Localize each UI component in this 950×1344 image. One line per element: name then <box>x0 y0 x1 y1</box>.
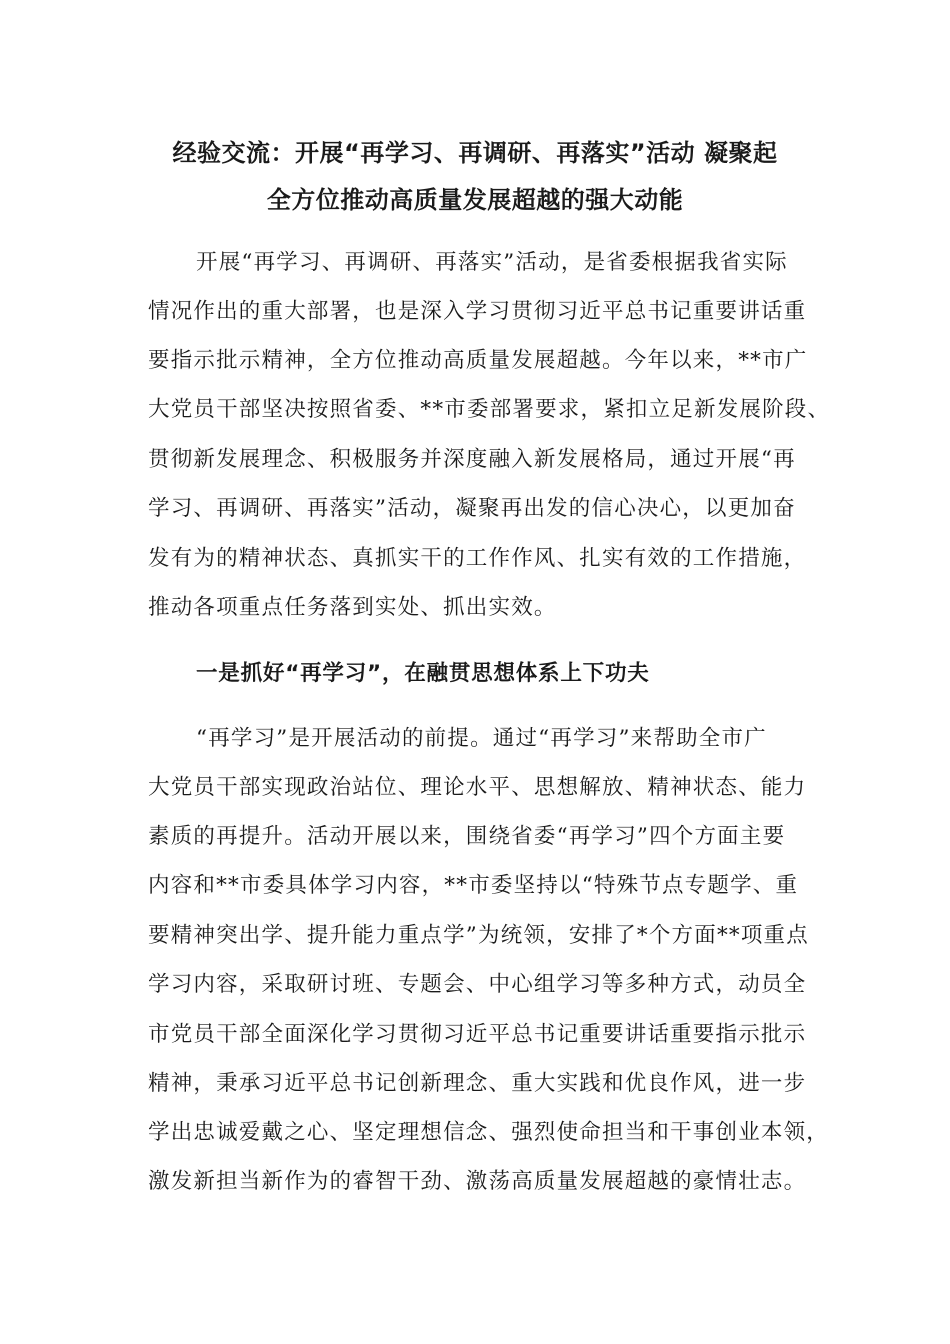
paragraph-line: 推动各项重点任务落到实处、抓出实效。 <box>148 595 557 620</box>
paragraph-line: 学习、再调研、再落实”活动，凝聚再出发的信心决心，以更加奋 <box>148 496 796 521</box>
paragraph-line: 学出忠诚爱戴之心、坚定理想信念、强烈使命担当和干事创业本领， <box>148 1120 830 1145</box>
section-heading: 一是抓好“再学习”，在融贯思想体系上下功夫 <box>196 661 650 686</box>
paragraph-line: 学习内容，采取研讨班、专题会、中心组学习等多种方式，动员全 <box>148 972 807 997</box>
paragraph-line: “再学习”是开展活动的前提。通过“再学习”来帮助全市广 <box>196 726 767 751</box>
paragraph-line: 贯彻新发展理念、积极服务并深度融入新发展格局，通过开展“再 <box>148 447 796 472</box>
paragraph-line: 情况作出的重大部署，也是深入学习贯彻习近平总书记重要讲话重 <box>148 299 807 324</box>
document-title-line-2: 全方位推动高质量发展超越的强大动能 <box>266 186 684 214</box>
paragraph-line: 大党员干部实现政治站位、理论水平、思想解放、精神状态、能力 <box>148 775 807 800</box>
paragraph-line: 要指示批示精神，全方位推动高质量发展超越。今年以来，**市广 <box>148 348 808 373</box>
paragraph-line: 内容和**市委具体学习内容，**市委坚持以“特殊节点专题学、重 <box>148 873 799 898</box>
paragraph-line: 激发新担当新作为的睿智干劲、激荡高质量发展超越的豪情壮志。 <box>148 1169 807 1194</box>
paragraph-line: 市党员干部全面深化学习贯彻习近平总书记重要讲话重要指示批示 <box>148 1022 807 1047</box>
paragraph-line: 大党员干部坚决按照省委、**市委部署要求，紧扣立足新发展阶段、 <box>148 397 831 422</box>
paragraph-line: 要精神突出学、提升能力重点学”为统领，安排了*个方面**项重点 <box>148 923 809 948</box>
paragraph-line: 开展“再学习、再调研、再落实”活动，是省委根据我省实际 <box>196 250 788 275</box>
paragraph-line: 发有为的精神状态、真抓实干的工作作风、扎实有效的工作措施， <box>148 546 807 571</box>
document-title-line-1: 经验交流：开展“再学习、再调研、再落实”活动 凝聚起 <box>172 139 778 167</box>
paragraph-line: 精神，秉承习近平总书记创新理念、重大实践和优良作风，进一步 <box>148 1071 807 1096</box>
paragraph-line: 素质的再提升。活动开展以来，围绕省委“再学习”四个方面主要 <box>148 824 786 849</box>
